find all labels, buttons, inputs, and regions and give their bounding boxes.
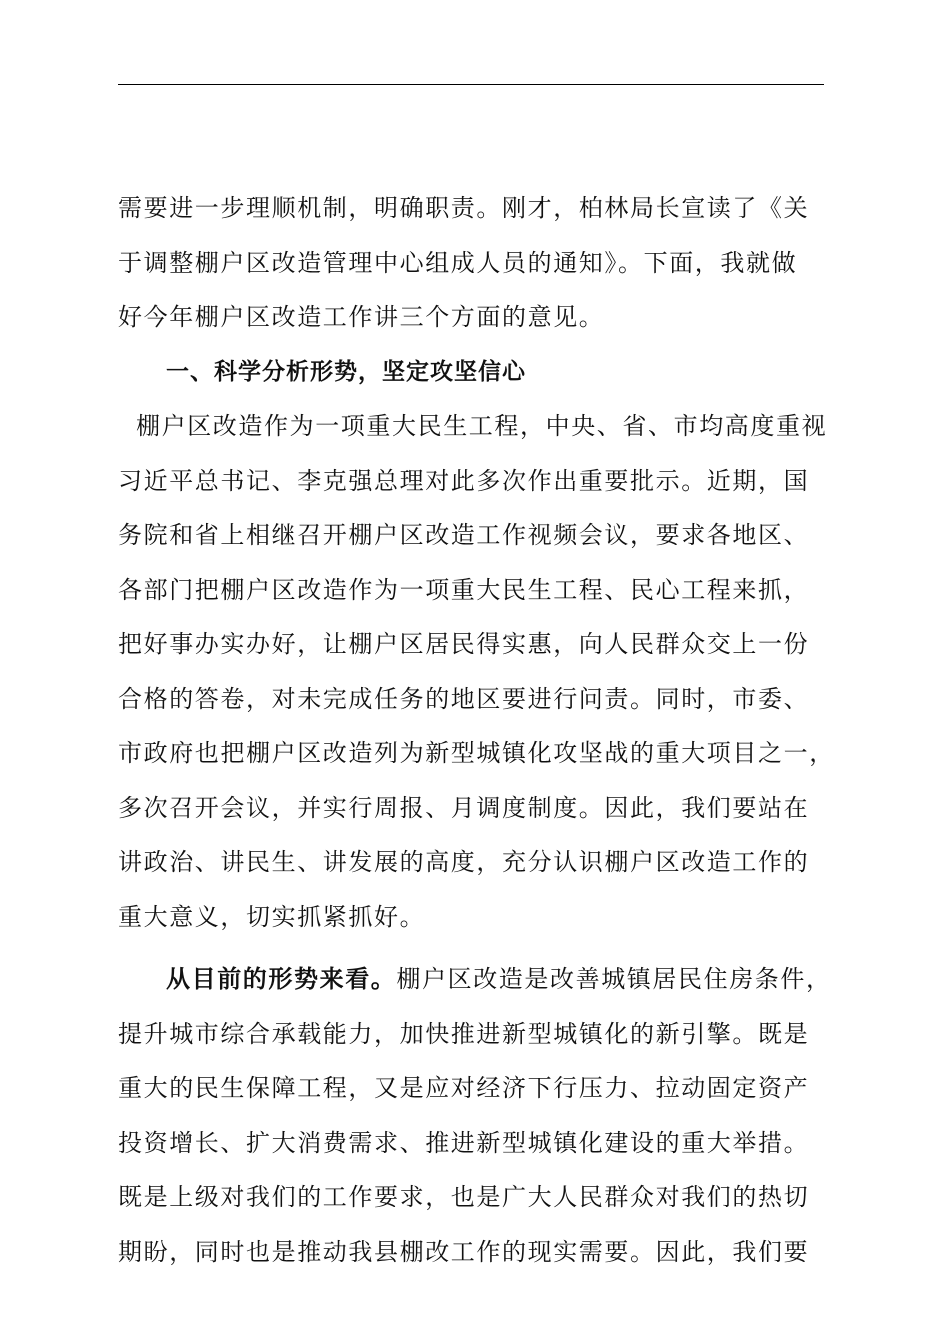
text-line: 各部门把棚户区改造作为一项重大民生工程、民心工程来抓， <box>118 575 810 604</box>
text-line: 把好事办实办好，让棚户区居民得实惠，向人民群众交上一份 <box>118 630 810 658</box>
text-line: 需要进一步理顺机制，明确职责。刚才，柏林局长宣读了《关 <box>118 194 810 222</box>
document-body <box>118 181 835 1279</box>
text-line: 棚户区改造作为一项重大民生工程，中央、省、市均高度重视 <box>136 412 828 440</box>
text-line: 市政府也把棚户区改造列为新型城镇化攻坚战的重大项目之一， <box>118 739 835 767</box>
text-line: 多次召开会议，并实行周报、月调度制度。因此，我们要站在 <box>118 793 810 822</box>
text-line: 讲政治、讲民生、讲发展的高度，充分认识棚户区改造工作的 <box>118 848 810 876</box>
text-line: 习近平总书记、李克强总理对此多次作出重要批示。近期，国 <box>118 466 810 495</box>
text-line: 重大的民生保障工程，又是应对经济下行压力、拉动固定资产 <box>118 1074 810 1102</box>
text-line: 期盼，同时也是推动我县棚改工作的现实需要。因此，我们要 <box>118 1237 810 1266</box>
text-line: 重大意义，切实抓紧抓好。 <box>118 902 426 931</box>
text-line: 投资增长、扩大消费需求、推进新型城镇化建设的重大举措。 <box>118 1128 810 1157</box>
text-line: 既是上级对我们的工作要求，也是广大人民群众对我们的热切 <box>118 1183 810 1211</box>
text-line: 务院和省上相继召开棚户区改造工作视频会议，要求各地区、 <box>118 521 810 549</box>
text-run: 棚户区改造是改善城镇居民住房条件， <box>396 965 832 993</box>
text-line: 好今年棚户区改造工作讲三个方面的意见。 <box>118 303 605 331</box>
paragraph-first-line <box>118 952 830 1007</box>
text-line: 于调整棚户区改造管理中心组成人员的通知》。下面，我就做 <box>118 248 798 277</box>
text-line: 合格的答卷，对未完成任务的地区要进行问责。同时，市委、 <box>118 684 810 713</box>
header-rule <box>118 84 824 85</box>
bold-lead-phrase: 从目前的形势来看。 <box>166 965 397 993</box>
text-line: 提升城市综合承载能力，加快推进新型城镇化的新引擎。既是 <box>118 1019 810 1048</box>
section-heading: 一、科学分析形势，坚定攻坚信心 <box>166 358 526 385</box>
